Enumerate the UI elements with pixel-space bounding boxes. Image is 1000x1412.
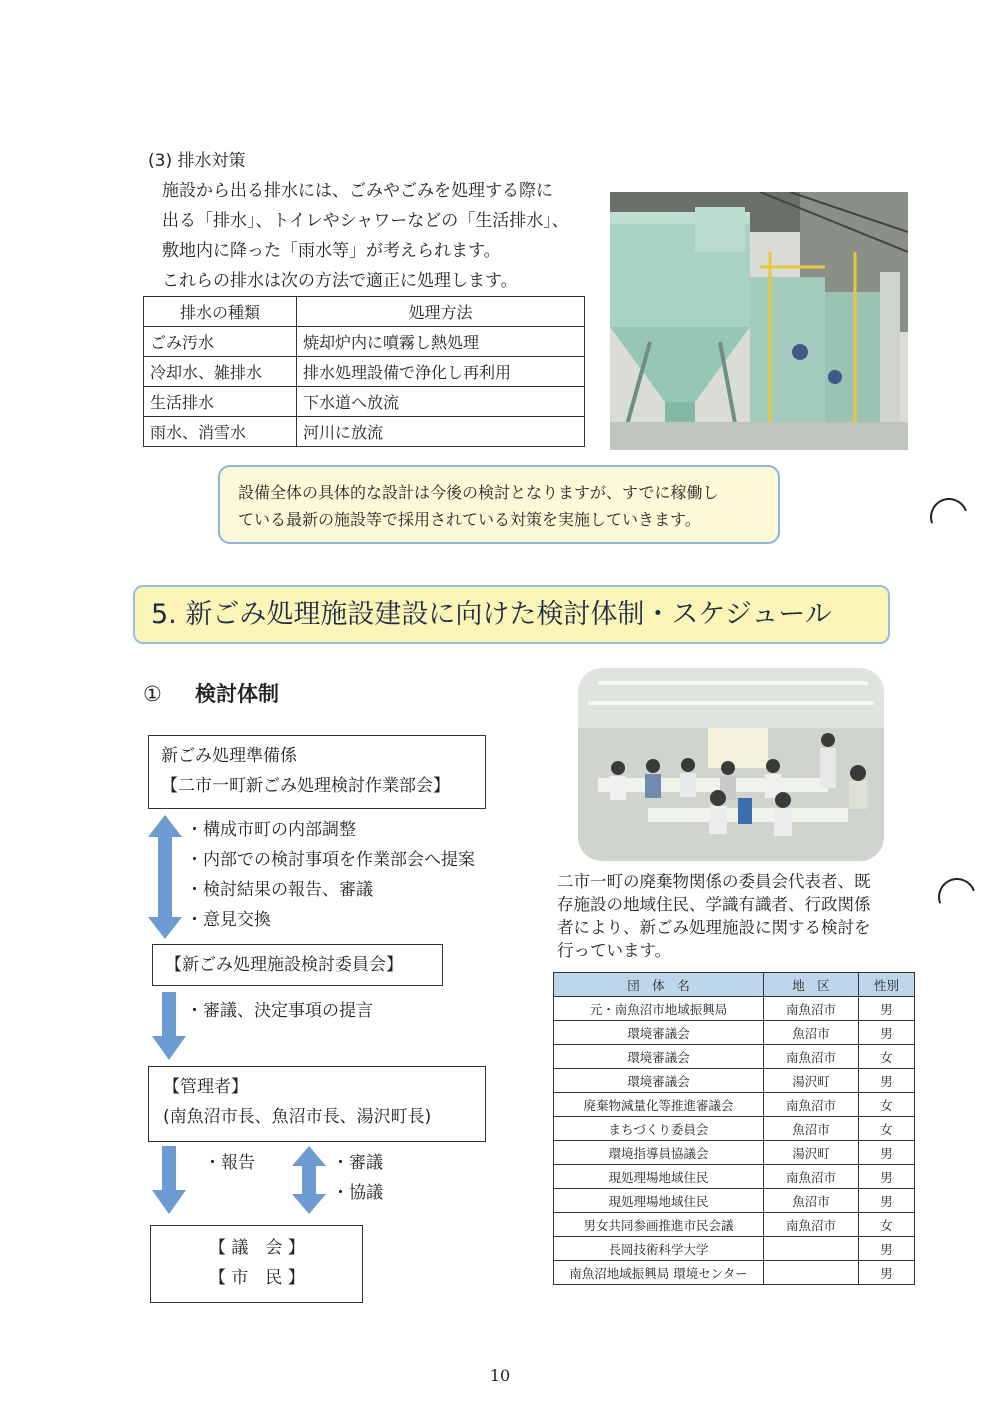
table-cell: 環境指導員協議会 xyxy=(554,1141,764,1165)
table-cell: 男女共同参画推進市民会議 xyxy=(554,1213,764,1237)
table-cell: 現処理場地域住民 xyxy=(554,1189,764,1213)
table-cell: 男 xyxy=(859,1189,915,1213)
callout-line: ている最新の施設等で採用されている対策を実施していきます。 xyxy=(238,510,701,529)
administrator-box xyxy=(148,1066,486,1142)
table-header-row xyxy=(554,973,915,997)
committee-meeting-photo xyxy=(578,668,884,861)
section-title: 5. 新ごみ処理施設建設に向けた検討体制・スケジュール xyxy=(133,585,890,644)
table-cell: まちづくり委員会 xyxy=(554,1117,764,1141)
down-arrow-icon xyxy=(152,1146,186,1214)
process-item: ・構成市町の内部調整 xyxy=(186,820,356,840)
process-item: ・協議 xyxy=(332,1183,383,1203)
table-cell: 環境審議会 xyxy=(554,1069,764,1093)
table-header-cell: 排水の種類 xyxy=(144,297,297,327)
table-cell: 女 xyxy=(859,1045,915,1069)
table-cell: 下水道へ放流 xyxy=(297,387,585,417)
process-item: ・検討結果の報告、審議 xyxy=(186,880,373,900)
table-header-row xyxy=(144,297,585,327)
punch-hole-mark xyxy=(924,492,974,542)
table-cell: 長岡技術科学大学 xyxy=(554,1237,764,1261)
drainage-paragraph-line: 出る「排水」、トイレやシャワーなどの「生活排水」、 xyxy=(162,211,569,231)
assembly-citizens-box xyxy=(150,1225,363,1303)
table-row xyxy=(144,387,585,417)
table-cell: 冷却水、雑排水 xyxy=(144,357,297,387)
table-row xyxy=(554,1213,915,1237)
subsection-number: ① xyxy=(143,682,162,706)
table-row xyxy=(554,1117,915,1141)
table-cell: 南魚沼市 xyxy=(764,1093,859,1117)
table-cell: 女 xyxy=(859,1117,915,1141)
table-cell: 焼却炉内に噴霧し熱処理 xyxy=(297,327,585,357)
table-header-cell: 処理方法 xyxy=(297,297,585,327)
table-cell: 排水処理設備で浄化し再利用 xyxy=(297,357,585,387)
table-cell: 生活排水 xyxy=(144,387,297,417)
box-line: 【 市 民 】 xyxy=(209,1268,305,1288)
box-line: 【二市一町新ごみ処理検討作業部会】 xyxy=(161,776,450,796)
table-cell: 南魚沼地域振興局 環境センター xyxy=(554,1261,764,1285)
table-row xyxy=(554,997,915,1021)
process-item: ・審議 xyxy=(332,1153,383,1173)
table-cell: 南魚沼市 xyxy=(764,997,859,1021)
box-line: (南魚沼市長、魚沼市長、湯沢町長) xyxy=(163,1107,432,1127)
table-row xyxy=(554,1165,915,1189)
table-cell xyxy=(764,1261,859,1285)
table-row xyxy=(554,1069,915,1093)
table-header-cell: 性別 xyxy=(859,973,915,997)
table-row xyxy=(144,327,585,357)
table-cell: 男 xyxy=(859,1021,915,1045)
table-cell: 魚沼市 xyxy=(764,1021,859,1045)
punch-hole-mark xyxy=(932,872,982,922)
table-row xyxy=(554,1141,915,1165)
table-header-cell: 地 区 xyxy=(764,973,859,997)
subsection-title: 検討体制 xyxy=(195,682,279,706)
drainage-paragraph-line: 施設から出る排水には、ごみやごみを処理する際に xyxy=(162,181,553,201)
table-row xyxy=(554,1093,915,1117)
double-arrow-icon xyxy=(292,1146,326,1214)
table-row xyxy=(554,1189,915,1213)
table-cell: 南魚沼市 xyxy=(764,1045,859,1069)
wastewater-facility-illustration xyxy=(610,192,908,450)
preparation-team-box xyxy=(148,735,486,809)
table-cell: 魚沼市 xyxy=(764,1117,859,1141)
table-cell: 廃棄物減量化等推進審議会 xyxy=(554,1093,764,1117)
table-cell: 環境審議会 xyxy=(554,1021,764,1045)
callout-line: 設備全体の具体的な設計は今後の検討となりますが、すでに稼働し xyxy=(238,483,719,502)
table-header-cell: 団 体 名 xyxy=(554,973,764,997)
table-row xyxy=(144,357,585,387)
table-cell: 元・南魚沼市地域振興局 xyxy=(554,997,764,1021)
caption-line: 存施設の地域住民、学識有識者、行政関係 xyxy=(557,895,871,914)
down-arrow-icon xyxy=(152,992,186,1060)
wastewater-facility-photo xyxy=(610,192,908,450)
caption-line: 者により、新ごみ処理施設に関する検討を xyxy=(557,918,871,937)
table-cell: 女 xyxy=(859,1093,915,1117)
table-row xyxy=(554,1237,915,1261)
table-cell: 女 xyxy=(859,1213,915,1237)
table-cell: 南魚沼市 xyxy=(764,1213,859,1237)
table-cell: 男 xyxy=(859,1261,915,1285)
process-item: ・報告 xyxy=(204,1153,255,1173)
subsection-heading xyxy=(143,678,279,708)
drainage-heading: (3) 排水対策 xyxy=(148,151,246,171)
caption-line: 二市一町の廃棄物関係の委員会代表者、既 xyxy=(557,872,871,891)
design-note-callout xyxy=(218,465,780,544)
table-cell: 湯沢町 xyxy=(764,1141,859,1165)
drainage-paragraph-line: これらの排水は次の方法で適正に処理します。 xyxy=(162,271,518,291)
table-cell: 雨水、消雪水 xyxy=(144,417,297,447)
drainage-paragraph-line: 敷地内に降った「雨水等」が考えられます。 xyxy=(162,241,501,261)
table-cell: 男 xyxy=(859,1237,915,1261)
box-line: 【新ごみ処理施設検討委員会】 xyxy=(165,955,403,975)
table-cell: 湯沢町 xyxy=(764,1069,859,1093)
table-cell: 男 xyxy=(859,1069,915,1093)
table-cell: 河川に放流 xyxy=(297,417,585,447)
committee-caption xyxy=(557,870,871,962)
table-cell: 魚沼市 xyxy=(764,1189,859,1213)
process-item: ・意見交換 xyxy=(186,910,271,930)
box-line: 【管理者】 xyxy=(163,1077,248,1097)
caption-line: 行っています。 xyxy=(557,941,672,960)
process-item: ・審議、決定事項の提言 xyxy=(186,1001,373,1021)
table-cell: 男 xyxy=(859,1141,915,1165)
table-cell: 男 xyxy=(859,1165,915,1189)
table-row xyxy=(554,1045,915,1069)
double-arrow-icon xyxy=(148,815,182,939)
drainage-table xyxy=(143,296,585,447)
committee-meeting-illustration xyxy=(578,668,884,861)
table-row xyxy=(144,417,585,447)
process-item: ・内部での検討事項を作業部会へ提案 xyxy=(186,850,475,870)
table-cell: 男 xyxy=(859,997,915,1021)
table-cell: ごみ汚水 xyxy=(144,327,297,357)
committee-members-table xyxy=(553,972,915,1285)
table-cell: 環境審議会 xyxy=(554,1045,764,1069)
table-cell: 南魚沼市 xyxy=(764,1165,859,1189)
box-line: 【 議 会 】 xyxy=(209,1238,305,1258)
review-committee-box xyxy=(152,944,443,986)
table-cell xyxy=(764,1237,859,1261)
page-number: 10 xyxy=(489,1366,511,1385)
table-cell: 現処理場地域住民 xyxy=(554,1165,764,1189)
table-row xyxy=(554,1021,915,1045)
box-line: 新ごみ処理準備係 xyxy=(161,746,297,766)
table-row xyxy=(554,1261,915,1285)
